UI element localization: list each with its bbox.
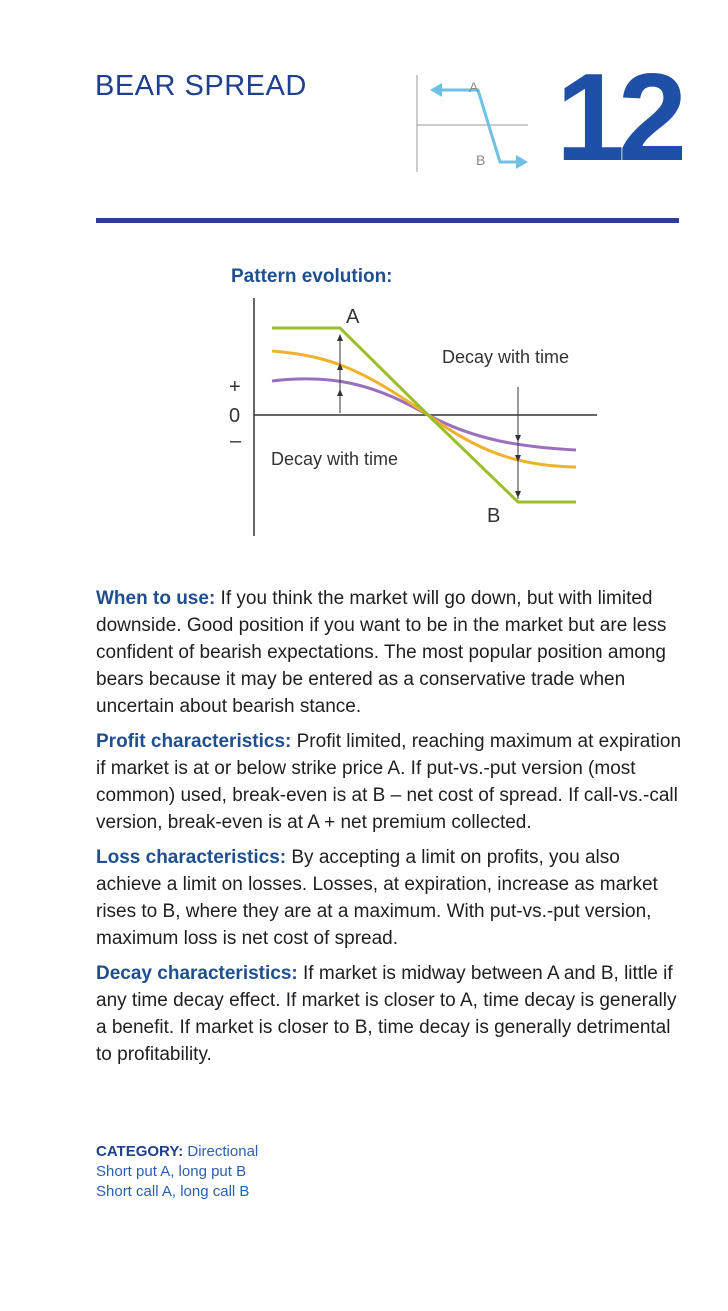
category-footer xyxy=(96,1142,258,1202)
divider xyxy=(96,218,679,223)
description xyxy=(96,585,686,1076)
strategy-line-1: Short put A, long put B xyxy=(96,1163,247,1180)
decay-label-top: Decay with time xyxy=(442,347,570,367)
strategy-line-2: Short call A, long call B xyxy=(96,1183,250,1200)
axis-zero: 0 xyxy=(229,405,241,427)
category-line xyxy=(96,1142,258,1162)
section-text: If market is midway between A and B, little if any time decay effect. If market is closer to A, time decay is generally a benefit. If market is closer to B, time decay is generally detrimental to profitability. xyxy=(96,963,677,1065)
pattern-heading: Pattern evolution: xyxy=(231,266,393,287)
page-title: BEAR SPREAD xyxy=(95,70,307,102)
arrow-up-icon xyxy=(337,389,343,396)
axis-minus: – xyxy=(230,430,242,452)
decay-paragraph xyxy=(96,960,686,1068)
when-to-use-paragraph xyxy=(96,585,686,720)
mini-arrow-right-icon xyxy=(516,155,528,169)
mini-strategy-diagram xyxy=(410,70,540,180)
label-a: A xyxy=(346,306,360,328)
section-label: When to use: xyxy=(96,588,216,609)
profit-paragraph xyxy=(96,728,686,836)
section-text: Profit limited, reaching maximum at expiration if market is at or below strike price A. If put-vs.-put version (most common) used, break-even is at B – net cost of spread. If call-vs.-call version, break-even is at A + net premium collected. xyxy=(96,731,682,833)
section-text: By accepting a limit on profits, you also achieve a limit on losses. Losses, at expiration, increase as market rises to B, where they are at a maximum. With put-vs.-put version, maximum loss is net cost of spread. xyxy=(96,847,658,949)
arrow-down-icon xyxy=(515,491,521,498)
section-text: If you think the market will go down, but with limited downside. Good position if you want to be in the market but are less confident of bearish expectations. The most popular position among bears because it may be entered as a conservative trade when uncertain about bearish stance. xyxy=(96,588,667,717)
pattern-evolution-chart xyxy=(200,290,620,550)
section-label: Loss characteristics: xyxy=(96,847,287,868)
arrow-up-icon xyxy=(337,334,343,341)
category-label: CATEGORY: xyxy=(96,1143,184,1160)
section-label: Decay characteristics: xyxy=(96,963,298,984)
axis-plus: + xyxy=(229,376,241,398)
section-label: Profit characteristics: xyxy=(96,731,292,752)
page-number: 12 xyxy=(556,49,680,187)
mini-label-b: B xyxy=(476,152,486,168)
arrow-down-icon xyxy=(515,435,521,442)
label-b: B xyxy=(487,505,501,527)
category-value: Directional xyxy=(183,1143,259,1160)
mini-label-a: A xyxy=(469,79,479,95)
mini-payoff-line xyxy=(462,90,518,162)
decay-label-bottom: Decay with time xyxy=(271,449,399,469)
loss-paragraph xyxy=(96,844,686,952)
